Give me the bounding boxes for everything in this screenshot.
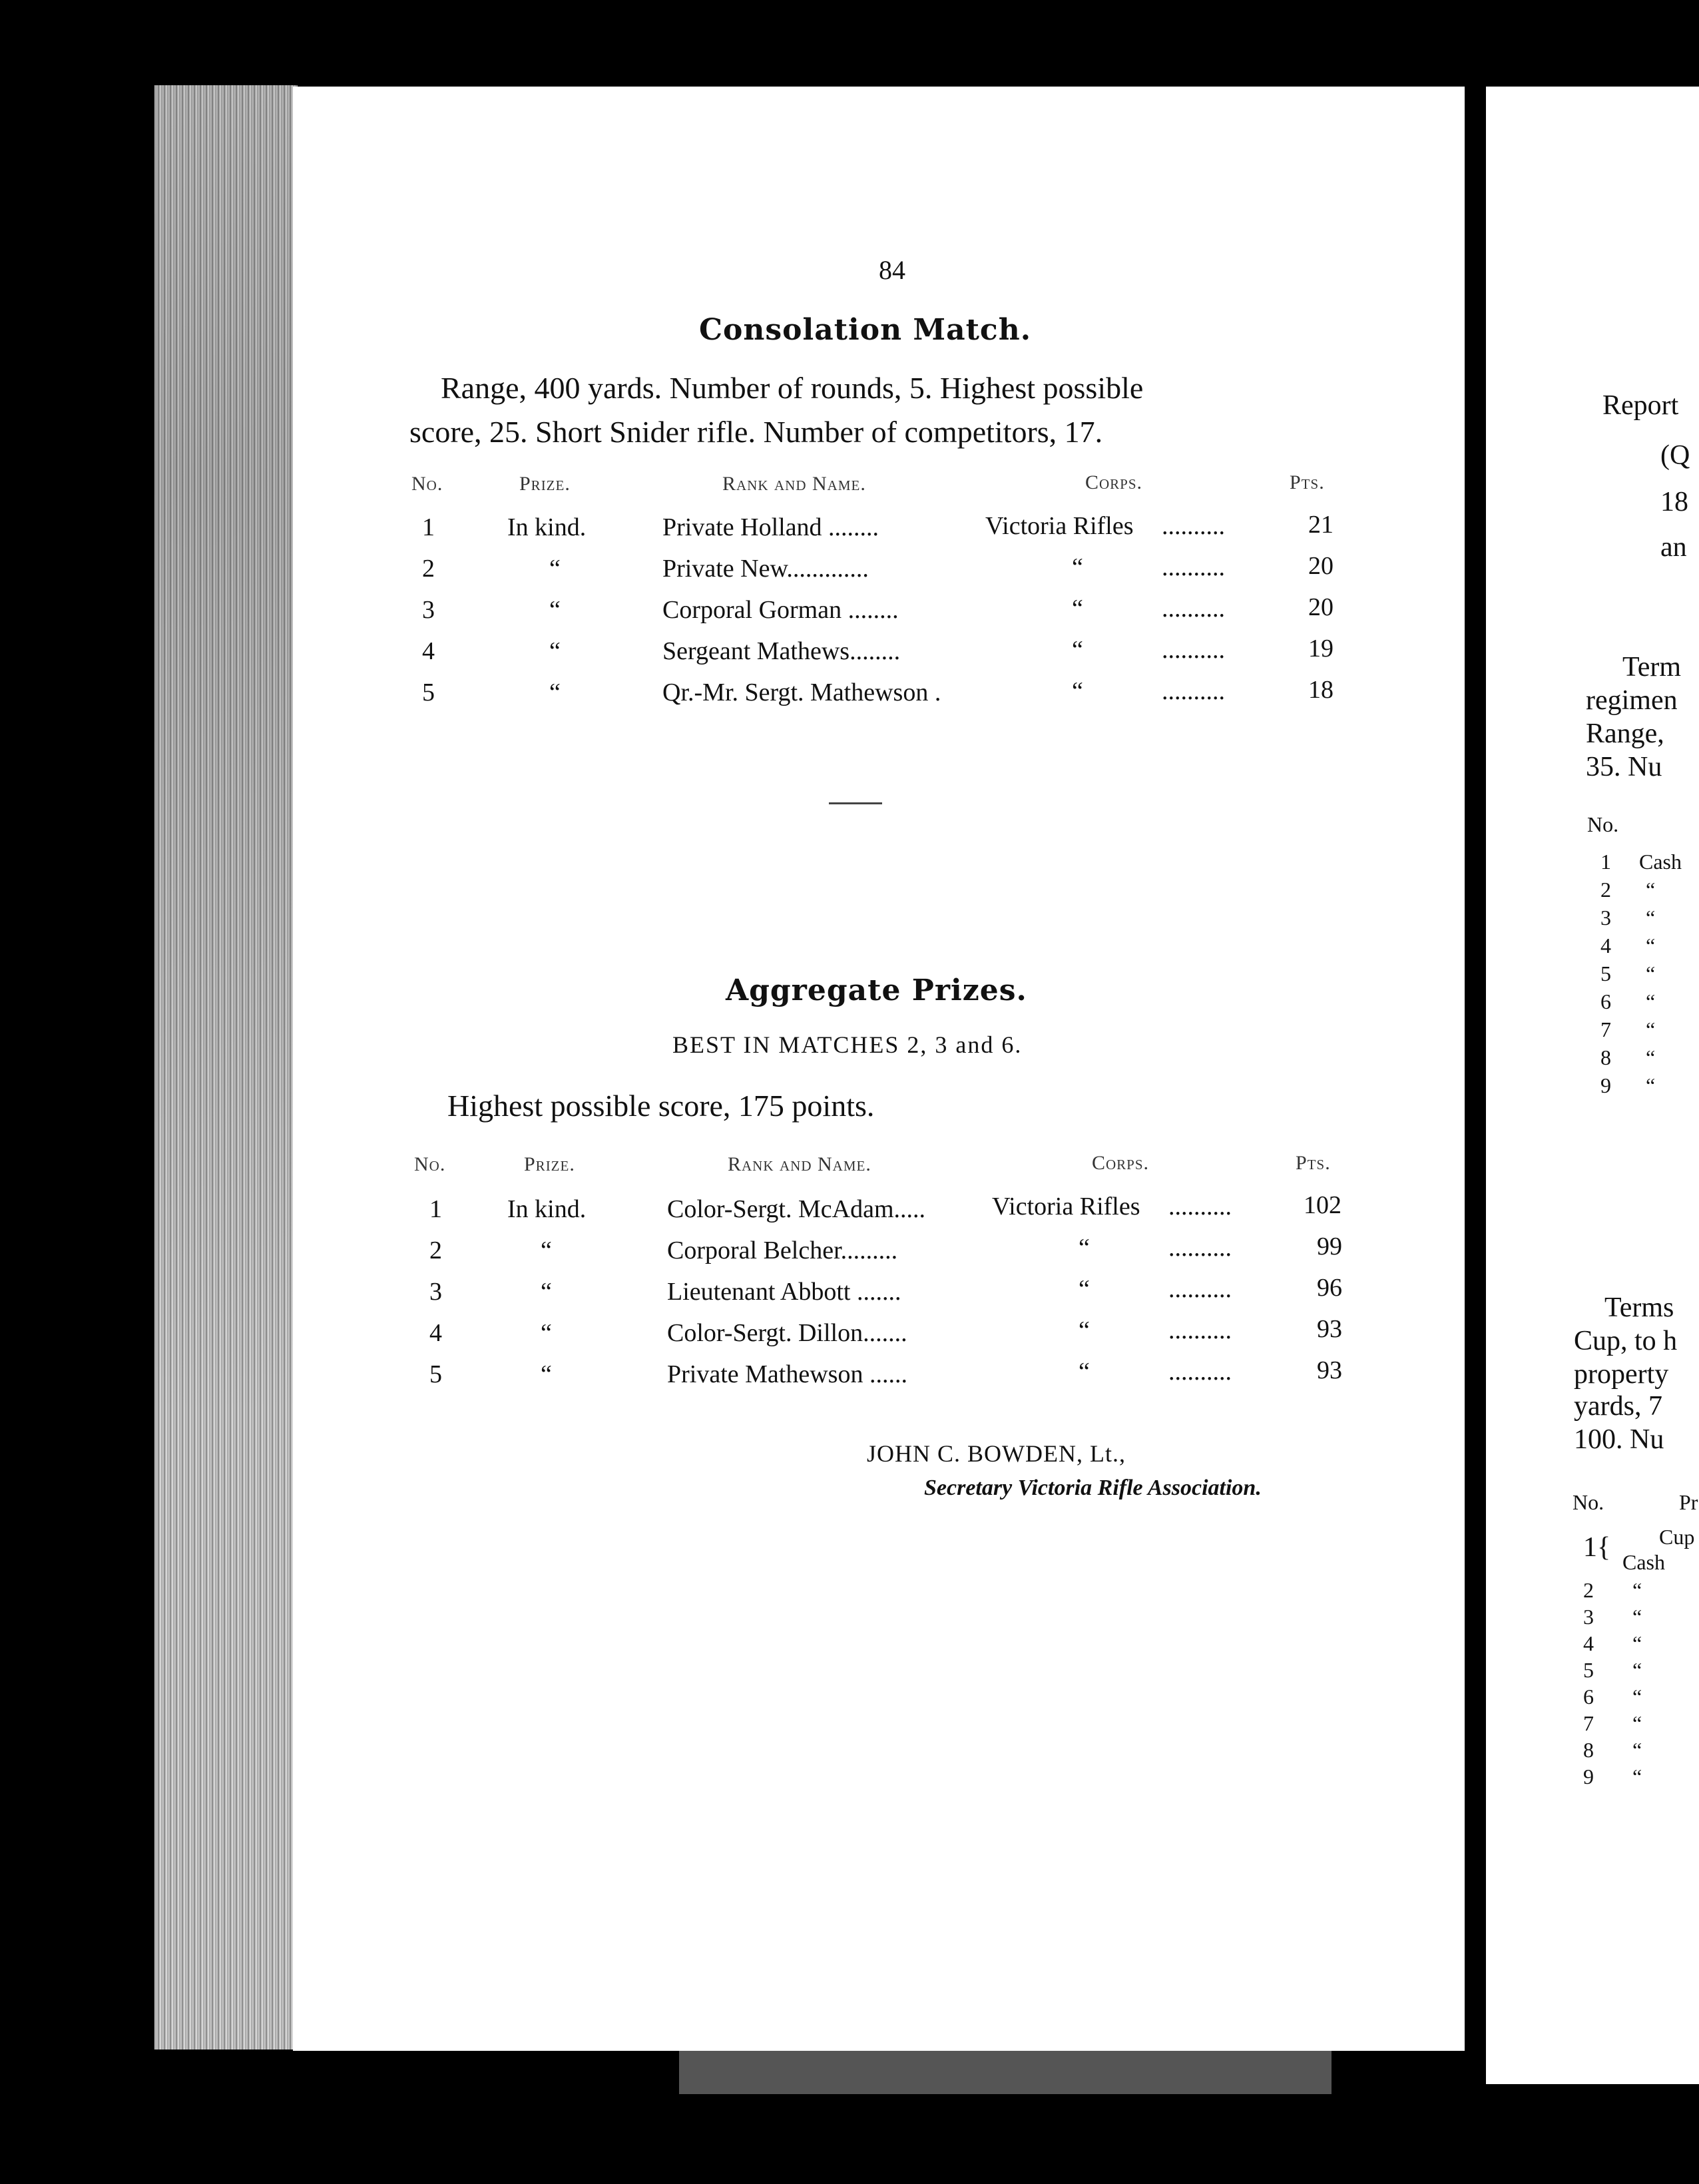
list-item: 4	[1583, 1631, 1594, 1655]
list-item: “	[1646, 1017, 1656, 1041]
row-no: 3	[429, 1278, 442, 1306]
right-yards: yards, 7	[1574, 1391, 1662, 1422]
row-prize: “	[549, 637, 561, 665]
list-item: 9	[1600, 1073, 1611, 1097]
row-name: Corporal Gorman ........	[662, 596, 899, 624]
row-no: 4	[422, 637, 435, 665]
row-pts: 93	[1317, 1356, 1342, 1384]
list-item: “	[1646, 1045, 1656, 1069]
right-cup-2: Cup	[1659, 1525, 1695, 1549]
row-pts: 96	[1317, 1274, 1342, 1302]
row-name: Private Holland ........	[662, 513, 879, 541]
right-cash: Cash	[1639, 850, 1682, 874]
list-item: 5	[1583, 1658, 1594, 1682]
row-name: Sergeant Mathews........	[662, 637, 901, 665]
row-pts: 93	[1317, 1315, 1342, 1343]
aggregate-title: Aggregate Prizes.	[726, 973, 1027, 1007]
page-number: 84	[879, 255, 905, 285]
row-leader: ..........	[1168, 1193, 1232, 1221]
left-page	[293, 87, 1465, 2051]
section-divider	[829, 802, 882, 804]
row-pts: 19	[1308, 635, 1334, 663]
list-item: “	[1632, 1605, 1642, 1629]
row-prize: “	[549, 679, 561, 706]
list-item: 1	[1600, 850, 1611, 874]
row-corps: “	[1079, 1358, 1090, 1386]
row-pts: 20	[1308, 552, 1334, 580]
row-pts: 21	[1308, 511, 1334, 539]
row-corps: “	[1072, 677, 1083, 705]
row-leader: ..........	[1168, 1275, 1232, 1303]
right-term: Term	[1622, 652, 1682, 682]
row-no: 3	[422, 596, 435, 624]
right-brace-no: 1{	[1583, 1532, 1611, 1563]
row-name: Color-Sergt. Dillon.......	[667, 1319, 907, 1347]
consolation-title: Consolation Match.	[699, 313, 1032, 347]
row-no: 2	[429, 1236, 442, 1264]
list-item: 8	[1583, 1738, 1594, 1762]
row-prize: “	[541, 1360, 552, 1388]
list-item: 3	[1600, 906, 1611, 930]
row-no: 5	[429, 1360, 442, 1388]
list-item: “	[1632, 1578, 1642, 1602]
header-corps: Corps.	[1092, 1152, 1150, 1174]
right-terms: Terms	[1604, 1292, 1674, 1323]
list-item: “	[1646, 934, 1656, 957]
list-item: “	[1632, 1765, 1642, 1788]
list-item: “	[1632, 1631, 1642, 1655]
right-an: an	[1660, 532, 1687, 563]
row-corps: “	[1072, 636, 1083, 664]
list-item: 6	[1600, 989, 1611, 1013]
row-name: Private Mathewson ......	[667, 1360, 907, 1388]
row-no: 2	[422, 555, 435, 583]
row-no: 5	[422, 679, 435, 706]
row-leader: ..........	[1168, 1358, 1232, 1386]
row-leader: ..........	[1168, 1316, 1232, 1344]
aggregate-subtitle: BEST IN MATCHES 2, 3 and 6.	[672, 1031, 1023, 1058]
header-pts: Pts.	[1290, 471, 1325, 493]
list-item: 9	[1583, 1765, 1594, 1788]
book-page-stack	[154, 85, 298, 2049]
list-item: 2	[1600, 878, 1611, 902]
consolation-intro-line1: Range, 400 yards. Number of rounds, 5. Highest possible	[441, 371, 1144, 405]
right-report: Report	[1602, 390, 1679, 421]
header-no: No.	[411, 473, 443, 495]
right-no-header-2: No.	[1573, 1490, 1604, 1514]
row-pts: 20	[1308, 593, 1334, 621]
row-prize: In kind.	[507, 1195, 587, 1223]
signature-title: Secretary Victoria Rifle Association.	[924, 1476, 1262, 1500]
right-prize-header-2: Pr	[1679, 1490, 1698, 1514]
right-page	[1486, 87, 1699, 2084]
row-name: Qr.-Mr. Sergt. Mathewson .	[662, 679, 941, 706]
row-name: Corporal Belcher.........	[667, 1236, 898, 1264]
row-corps: “	[1079, 1275, 1090, 1303]
row-leader: ..........	[1162, 677, 1225, 705]
right-18: 18	[1660, 487, 1688, 517]
list-item: 4	[1600, 934, 1611, 957]
row-name: Color-Sergt. McAdam.....	[667, 1195, 925, 1223]
row-prize: “	[541, 1319, 552, 1347]
list-item: 5	[1600, 961, 1611, 985]
list-item: 7	[1600, 1017, 1611, 1041]
header-prize: Prize.	[524, 1153, 575, 1175]
right-regimen: regimen	[1586, 685, 1678, 716]
header-no: No.	[414, 1153, 446, 1175]
list-item: 3	[1583, 1605, 1594, 1629]
header-pts: Pts.	[1296, 1152, 1331, 1174]
row-pts: 99	[1317, 1232, 1342, 1260]
row-name: Private New.............	[662, 555, 869, 583]
row-prize: In kind.	[507, 513, 587, 541]
right-cup: Cup, to h	[1574, 1326, 1678, 1356]
row-no: 1	[429, 1195, 442, 1223]
row-corps: Victoria Rifles	[992, 1193, 1140, 1221]
list-item: “	[1646, 906, 1656, 930]
row-corps: “	[1079, 1316, 1090, 1344]
list-item: “	[1646, 878, 1656, 902]
right-no-header: No.	[1587, 812, 1619, 836]
row-pts: 18	[1308, 676, 1334, 704]
row-prize: “	[549, 596, 561, 624]
row-prize: “	[541, 1278, 552, 1306]
row-leader: ..........	[1162, 595, 1225, 623]
header-rank-name: Rank and Name.	[722, 473, 866, 495]
list-item: 2	[1583, 1578, 1594, 1602]
row-name: Lieutenant Abbott .......	[667, 1278, 901, 1306]
header-prize: Prize.	[519, 473, 571, 495]
header-corps: Corps.	[1085, 471, 1143, 493]
row-no: 1	[422, 513, 435, 541]
right-100: 100. Nu	[1574, 1424, 1664, 1455]
list-item: “	[1632, 1685, 1642, 1709]
header-rank-name: Rank and Name.	[728, 1153, 871, 1175]
list-item: 6	[1583, 1685, 1594, 1709]
book-bottom-edge	[679, 2048, 1332, 2094]
list-item: “	[1632, 1658, 1642, 1682]
row-leader: ..........	[1168, 1234, 1232, 1262]
list-item: “	[1632, 1738, 1642, 1762]
list-item: 7	[1583, 1711, 1594, 1735]
row-no: 4	[429, 1319, 442, 1347]
consolation-intro-line2: score, 25. Short Snider rifle. Number of competitors, 17.	[409, 415, 1103, 449]
list-item: 8	[1600, 1045, 1611, 1069]
right-35: 35. Nu	[1586, 752, 1662, 782]
right-q: (Q	[1660, 440, 1690, 471]
row-corps: Victoria Rifles	[985, 512, 1134, 540]
list-item: “	[1632, 1711, 1642, 1735]
right-range: Range,	[1586, 718, 1664, 749]
row-prize: “	[549, 555, 561, 583]
right-cash-2: Cash	[1622, 1550, 1665, 1574]
row-corps: “	[1072, 595, 1083, 623]
row-prize: “	[541, 1236, 552, 1264]
row-leader: ..........	[1162, 512, 1225, 540]
list-item: “	[1646, 989, 1656, 1013]
list-item: “	[1646, 961, 1656, 985]
right-property: property	[1574, 1359, 1669, 1390]
signature-name: JOHN C. BOWDEN, Lt.,	[867, 1440, 1126, 1467]
row-leader: ..........	[1162, 553, 1225, 581]
row-corps: “	[1072, 553, 1083, 581]
list-item: “	[1646, 1073, 1656, 1097]
row-corps: “	[1079, 1234, 1090, 1262]
row-leader: ..........	[1162, 636, 1225, 664]
aggregate-intro: Highest possible score, 175 points.	[447, 1089, 875, 1123]
row-pts: 102	[1304, 1191, 1341, 1219]
